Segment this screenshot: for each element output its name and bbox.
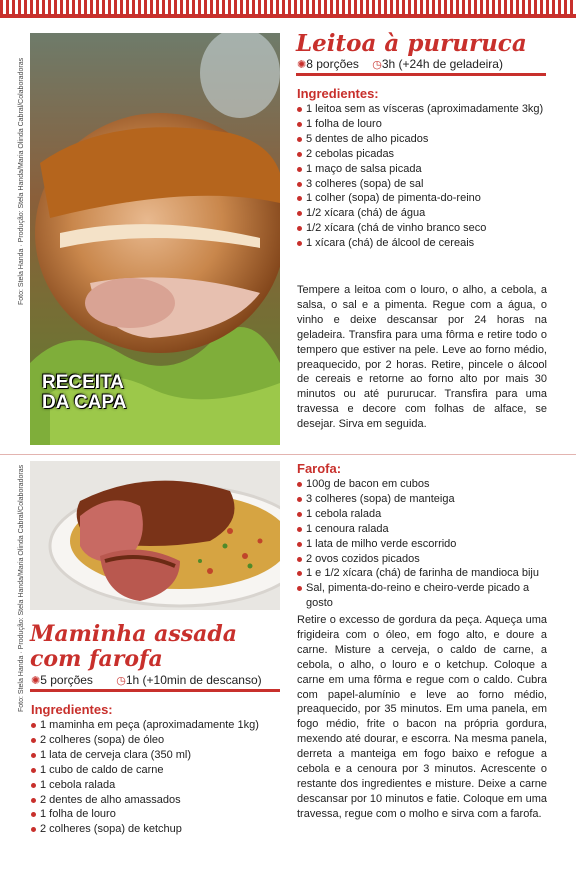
list-item: 5 dentes de alho picados: [297, 132, 547, 147]
recipe-title: Maminha assada com farofa: [30, 621, 238, 672]
list-item: 1 folha de louro: [31, 807, 281, 822]
list-item: 1/2 xícara (chá) de água: [297, 206, 547, 221]
list-item: 1 lata de cerveja clara (350 ml): [31, 748, 281, 763]
roast-pork-photo: [30, 33, 280, 445]
list-item: 1 cubo de caldo de carne: [31, 763, 281, 778]
time-text: 3h (+24h de geladeira): [381, 57, 503, 71]
farofa-list: [297, 477, 555, 611]
decorative-border: [0, 0, 576, 18]
servings-icon: ✺: [297, 59, 307, 71]
list-item: 1/2 xícara (chá de vinho branco seco: [297, 221, 547, 236]
list-item: 3 colheres (sopa) de manteiga: [297, 492, 555, 507]
list-item: 1 leitoa sem as vísceras (aproximadamente 3kg): [297, 102, 547, 117]
list-item: 1 e 1/2 xícara (chá) de farinha de mandioca biju: [297, 566, 555, 581]
list-item: Sal, pimenta-do-reino e cheiro-verde picado a gosto: [297, 581, 555, 611]
roast-beef-photo: [30, 461, 280, 610]
cover-recipe-badge: RECEITA DA CAPA: [42, 372, 127, 413]
servings-text: 8 porções: [306, 57, 359, 71]
list-item: 2 cebolas picadas: [297, 147, 547, 162]
list-item: 1 colher (sopa) de pimenta-do-reino: [297, 191, 547, 206]
recipe-title: Leitoa à pururuca: [296, 30, 527, 57]
list-item: 1 xícara (chá) de álcool de cereais: [297, 236, 547, 251]
list-item: 1 lata de milho verde escorrido: [297, 537, 555, 552]
list-item: 1 folha de louro: [297, 117, 547, 132]
time-text: 1h (+10min de descanso): [125, 673, 262, 687]
list-item: 2 dentes de alho amassados: [31, 793, 281, 808]
ingredients-heading: Ingredientes:: [297, 86, 379, 101]
list-item: 2 colheres (sopa) de óleo: [31, 733, 281, 748]
list-item: 3 colheres (sopa) de sal: [297, 177, 547, 192]
method-text: Retire o excesso de gordura da peça. Aqueça uma frigideira com o óleo, em fogo alto, e doure a carne. Misture a cerveja, o caldo de carne, a cebola, o alho, o louro e o ketchup. Coloque a carne em uma fôrma e regue com o caldo. Cubra com papel-alumínio e leve ao forno médio, preaquecido, por 35 minutos. Em uma panela, em fogo médio, frite o bacon na própria gordura, mexendo até dourar, e escorra. Na mesma panela, derreta a manteiga em fogo baixo e refogue a cebola e a cenoura por 3 minutos. Acrescente o restante dos ingredientes e misture. Deixe a carne descansar por 10 minutos e fatie. Coloque em uma travessa, regue com o molho e sirva com a farofa.: [297, 614, 547, 820]
title-rule: [30, 689, 280, 692]
farofa-heading: Farofa:: [297, 461, 342, 476]
recipe-meta: [31, 673, 262, 687]
list-item: 1 cebola ralada: [31, 778, 281, 793]
ingredients-list: [31, 718, 281, 837]
ingredients-heading: Ingredientes:: [31, 702, 113, 717]
servings-text: 5 porções: [40, 673, 93, 687]
ingredients-list: [297, 102, 547, 251]
list-item: 1 maminha em peça (aproximadamente 1kg): [31, 718, 281, 733]
list-item: 1 cebola ralada: [297, 507, 555, 522]
clock-icon: ◷: [372, 59, 382, 71]
list-item: 1 maço de salsa picada: [297, 162, 547, 177]
list-item: 2 ovos cozidos picados: [297, 552, 555, 567]
title-rule: [296, 73, 546, 76]
photo-credit-bottom: Foto: Stela Handa · Produção: Stela Handa/Maria Olinda Cabral/Colaboradoras: [18, 464, 25, 712]
photo-credit-top: Foto: Stela Handa · Produção: Stela Handa/Maria Olinda Cabral/Colaboradoras: [18, 57, 25, 305]
clock-icon: ◷: [116, 675, 126, 687]
section-divider: [0, 454, 576, 455]
method-text: Tempere a leitoa com o louro, o alho, a cebola, a salsa, o sal e a pimenta. Regue com a água, o vinho e deixe descansar por 24 horas na geladeira. Transfira para uma fôrma e retire todo o tempero que estiver na pele. Leve ao forno médio, preaquecido, por 2 horas. Retire, pincele o álcool de cereais e retorne ao forno alto por mais 30 minutos ou até pururucar. Transfira para uma travessa e decore com folhas de alface, se desejar. Sirva em seguida.: [297, 284, 547, 431]
list-item: 2 colheres (sopa) de ketchup: [31, 822, 281, 837]
list-item: 1 cenoura ralada: [297, 522, 555, 537]
list-item: 100g de bacon em cubos: [297, 477, 555, 492]
recipe-meta: [297, 57, 503, 71]
servings-icon: ✺: [31, 675, 41, 687]
